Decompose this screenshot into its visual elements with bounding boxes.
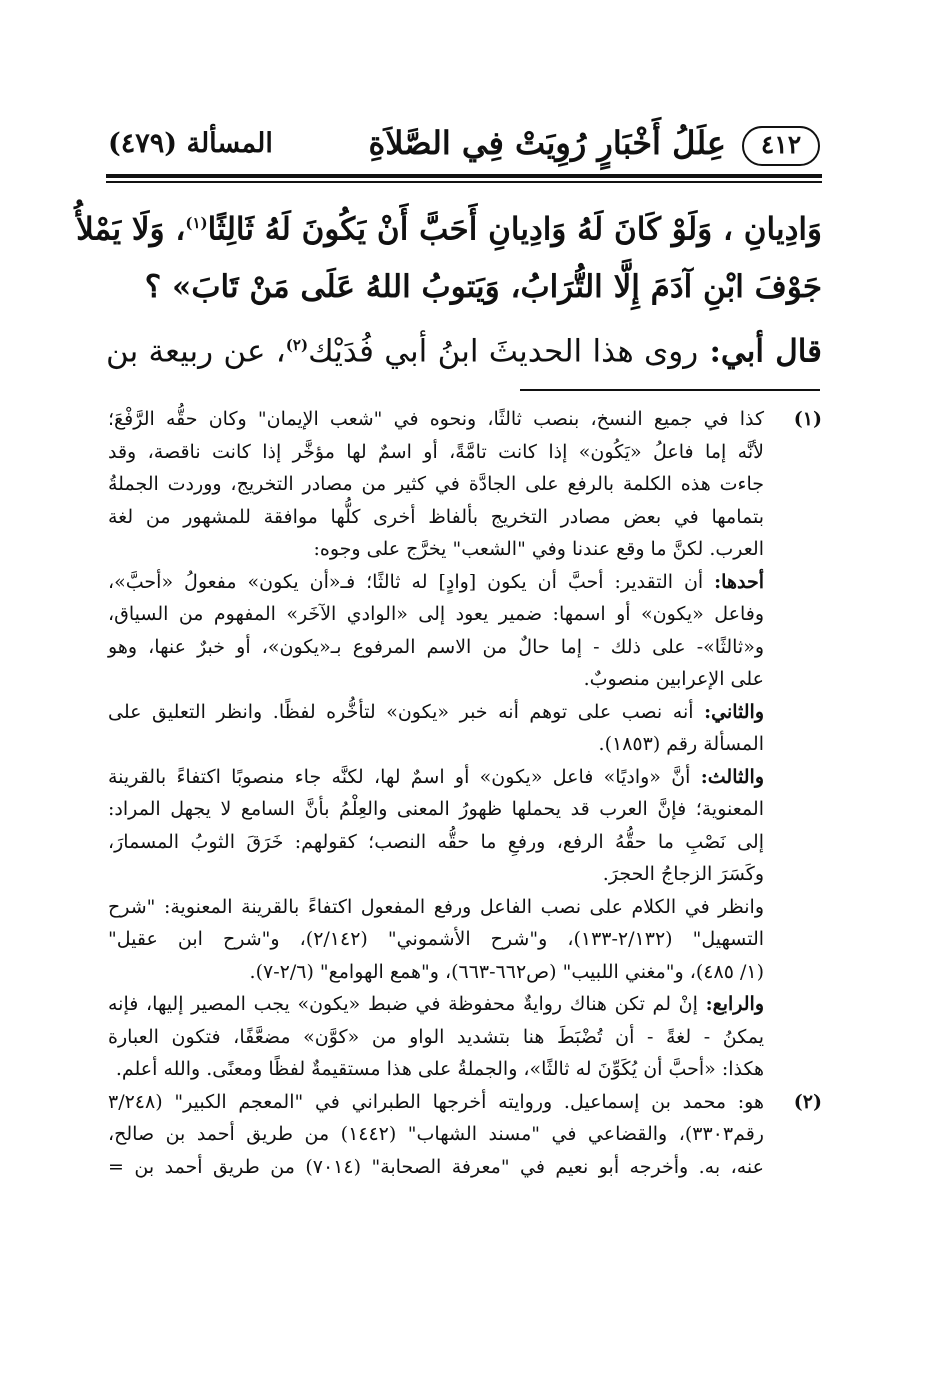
footnote-line: عنه، به. وأخرجه أبو نعيم في "معرفة الصحابة" (٧٠١٤) من طريق أحمد بن = xyxy=(108,1155,764,1178)
page-number: ٤١٢ xyxy=(742,126,820,166)
footnote-line: والثالث: أنَّ «واديًا» فاعل «يكون» أو اسمٌ لها، لكنَّه جاء منصوبًا اكتفاءً بالقرينة xyxy=(108,765,764,788)
main-text xyxy=(76,194,823,381)
footnote-ref-1[interactable]: (١) xyxy=(185,214,208,232)
main-line-1: وَادِيانِ ، وَلَوْ كَانَ لَهُ وَادِيانِ أَحَبَّ أَنْ يَكُونَ لَهُ ثَالِثًا$^{(١)}$، وَلَا يَمْلأُ xyxy=(76,211,822,248)
masala-number: المسألة (٤٧٩) xyxy=(108,128,273,159)
footnotes xyxy=(108,403,822,1183)
footnote-line: كذا في جميع النسخ، بنصب ثالثًا، ونحوه في "شعب الإيمان" وكان حقُّه الرَّفْعَ؛ xyxy=(108,408,764,430)
footnote-ref-2[interactable]: (٢) xyxy=(285,336,309,355)
footnote-line: وانظر في الكلام على نصب الفاعل ورفع المفعول اكتفاءً بالقرينة المعنوية: "شرح xyxy=(108,895,764,918)
footnote-line: أحدها: أن التقدير: أحبَّ أن يكون [وادٍ] له ثالثًا؛ فـ«أن يكون» مفعولُ «أحبَّ»، xyxy=(108,570,764,593)
footnote-line: وكَسَرَ الزجاجُ الحجرَ. xyxy=(602,863,764,885)
footnote-line: المسألة رقم (١٨٥٣). xyxy=(598,733,764,755)
footnote-number: (٢) xyxy=(793,1090,822,1113)
footnote-line: رقم٣٣٠٣)، والقضاعي في "مسند الشهاب" (١٤٤٢) من طريق أحمد بن صالح، xyxy=(108,1123,764,1145)
header-rule-thick xyxy=(106,174,822,178)
footnote-line: المعنوية؛ فإنَّ العرب قد يحملها ظهورُ المعنى والعِلْمُ بأنَّ السامع لا يجهل المراد: xyxy=(108,798,764,820)
running-header xyxy=(108,126,820,176)
footnote-line: على الإعرابين منصوبٌ. xyxy=(583,668,764,690)
footnote-line: والرابع: إنْ لم تكن هناك روايةٌ محفوظة في ضبط «يكون» يجب المصير إليها، فإنه xyxy=(108,993,764,1015)
footnote-number: (١) xyxy=(793,408,822,430)
running-title: عِلَلُ أَخْبَارٍ رُوِيَتْ فِي الصَّلاَةِ xyxy=(368,124,726,162)
footnote-separator xyxy=(520,389,820,391)
footnote-line: جاءت هذه الكلمة بالرفع على الجادَّة في كثير من مصادر التخريج، ووردت الجملةُ xyxy=(108,473,764,495)
footnote-line: العرب. لكنَّ ما وقع عندنا وفي "الشعب" يخرَّج على وجوه: xyxy=(313,538,764,560)
footnote-line: والثاني: أنه نصب على توهم أنه خبر «يكون» لتأخُّره لفظًا. وانظر التعليق على xyxy=(108,700,764,723)
footnote-line: بتمامها في بعض مصادر التخريج بألفاظ أخرى كلُّها موافقة للمشهور من لغة xyxy=(108,505,764,528)
footnote-line: إلى نَصْبِ ما حقُّهُ الرفع، ورفعِ ما حقُّه النصب؛ كقولهم: خَرَقَ الثوبُ المسمارَ، xyxy=(108,830,764,853)
footnote-line: التسهيل" (٢/١٣٢-١٣٣)، و"شرح الأشموني" (٢/١٤٢)، و"شرح ابن عقيل" xyxy=(108,928,765,950)
footnote-2 xyxy=(108,1086,822,1184)
footnote-line: هكذا: «أحبَّ أن يُكَوِّنَ له ثالثًا»، والجملةُ على هذا مستقيمةٌ لفظًا ومعنًى. والله أعلم. xyxy=(115,1058,764,1080)
main-line-2: جَوْفَ ابْنِ آدَمَ إِلَّا التُّرَابُ، وَيَتوبُ اللهُ عَلَى مَنْ تَابَ» ؟ xyxy=(144,269,822,306)
footnote-line: يمكنُ - لغةً - أن تُضْبَطَ هنا بتشديد الواو من «كوَّن» مضعَّفًا، فتكون العبارة xyxy=(108,1025,764,1048)
main-line-3: قال أبي: روى هذا الحديثَ ابنُ أبي فُدَيْك$^{(٢)}$، عن ربيعة بن xyxy=(106,333,823,370)
footnote-1 xyxy=(108,403,822,1086)
footnote-line: هو: محمد بن إسماعيل. وروايته أخرجها الطبراني في "المعجم الكبير" (٣/٢٤٨ xyxy=(108,1090,764,1113)
footnote-line: لأنَّه إما فاعلُ «يَكُون» إذا كانت تامَّةً، أو اسمٌ لها مؤخَّر إذا كانت ناقصة، وقد xyxy=(108,440,764,463)
footnote-line: وفاعل «يكون» أو اسمها: ضمير يعود إلى «الوادي الآخَر» المفهوم من السياق، xyxy=(108,603,764,625)
header-rule-thin xyxy=(106,181,822,183)
footnote-line: (١/ ٤٨٥)، و"مغني اللبيب" (ص٦٦٢-٦٦٣)، و"همع الهوامع" (٢/٦-٧). xyxy=(249,960,764,983)
footnote-line: و«ثالثًا»- على ذلك - إما حالٌ من الاسم المرفوع بـ«يكون»، أو خبرٌ عنها، وهو xyxy=(108,635,764,658)
